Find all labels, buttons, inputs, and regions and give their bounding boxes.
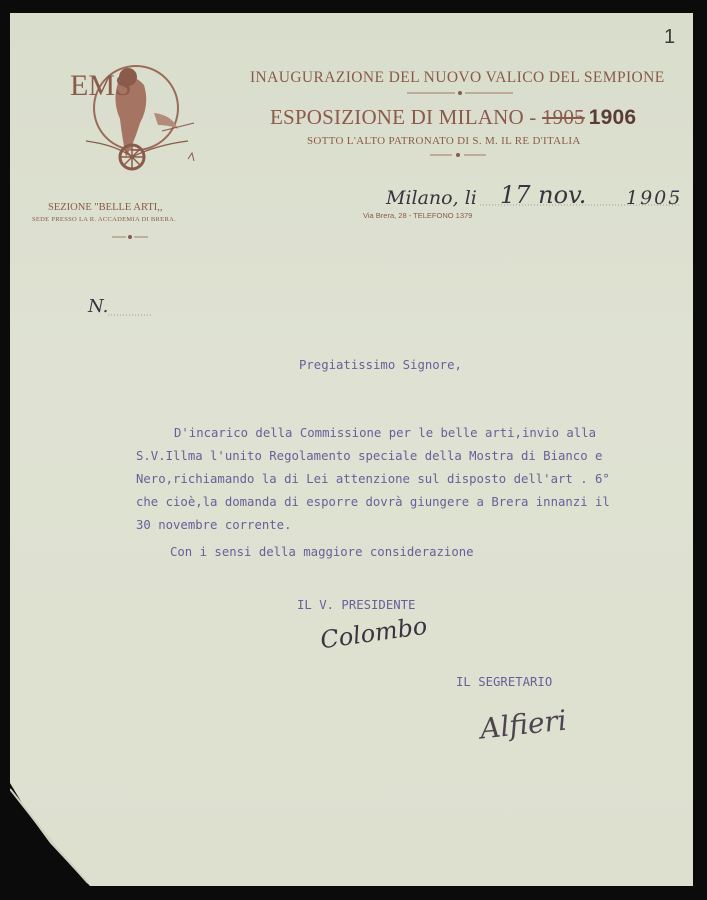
secretary-signature: Alfieri — [478, 703, 569, 746]
body-line: che cioè,la domanda di esporre dovrà giungere a Brera innanzi il — [136, 495, 610, 509]
torn-corner — [10, 783, 90, 886]
section-subtitle: SEDE PRESSO LA R. ACCADEMIA DI BRERA. — [32, 216, 177, 223]
reference-dotted-rule — [108, 313, 153, 317]
letter-sheet — [10, 13, 693, 886]
closing-line: Con i sensi della maggiore considerazione — [170, 545, 474, 559]
ornament-divider-mid — [428, 151, 488, 159]
ornament-divider-top — [405, 89, 515, 97]
body-line: Nero,richiamando la di Lei attenzione sul disposto dell'art . 6° — [136, 472, 610, 486]
secretary-label: IL SEGRETARIO — [456, 675, 553, 689]
ornament-divider-left — [110, 233, 150, 241]
dateline-place: Milano, li — [386, 187, 477, 209]
exposition-logo — [66, 53, 206, 188]
section-title: SEZIONE "BELLE ARTI,, — [48, 202, 163, 213]
body-line: 30 novembre corrente. — [136, 518, 292, 532]
dateline-date: 17 nov. — [500, 181, 587, 209]
header-inauguration: INAUGURAZIONE DEL NUOVO VALICO DEL SEMPIONE — [250, 69, 665, 86]
reference-number-label: N. — [88, 296, 109, 317]
exposition-name: ESPOSIZIONE DI MILANO - — [270, 105, 542, 129]
salutation: Pregiatissimo Signore, — [299, 358, 462, 372]
struck-year: 1905 — [541, 105, 585, 129]
body-line: S.V.Illma l'unito Regolamento speciale della Mostra di Bianco e — [136, 449, 603, 463]
corrected-year: 1906 — [588, 106, 637, 129]
page-number: 1 — [664, 26, 676, 48]
header-exposition-title — [270, 105, 636, 130]
vice-president-label: IL V. PRESIDENTE — [297, 598, 416, 612]
logo-monogram: EMS — [70, 69, 132, 102]
vice-president-signature: Colombo — [318, 611, 429, 655]
dateline-year: 1905 — [626, 187, 683, 209]
body-line: D'incarico della Commissione per le belle arti,invio alla — [174, 426, 596, 440]
dateline-dotted-rule — [480, 203, 680, 207]
address-phone: Via Brera, 28 - TELEFONO 1379 — [363, 211, 473, 220]
header-patronage: SOTTO L'ALTO PATRONATO DI S. M. IL RE D'ITALIA — [307, 135, 581, 147]
